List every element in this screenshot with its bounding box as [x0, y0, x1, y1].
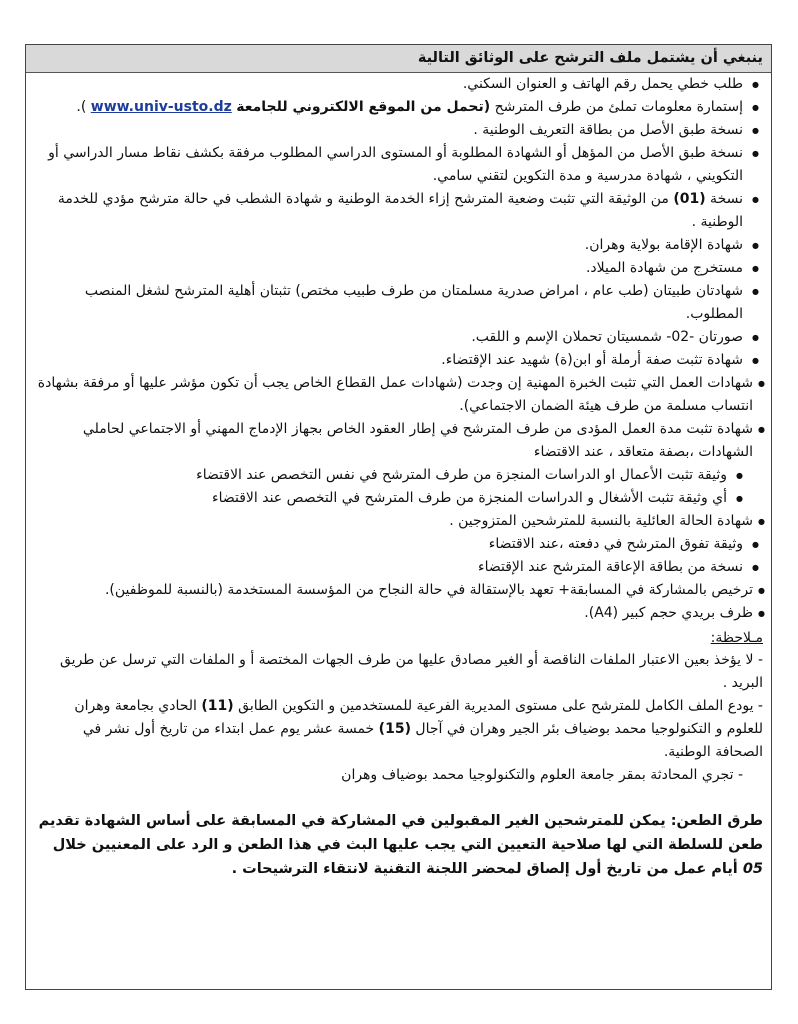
list-item: ● شهادة الحالة العائلية بالنسبة للمترشحين المتزوجين . [26, 510, 771, 533]
list-item: ● طلب خطي يحمل رقم الهاتف و العنوان السكني. [26, 73, 771, 96]
list-item: ● أي وثيقة تثبت الأشغال و الدراسات المنجزة من طرف المترشح في التخصص عند الاقتضاء [26, 487, 771, 510]
appeal-paragraph: طرق الطعن: يمكن للمترشحين الغير المقبولين في المشاركة في المسابقة على أساس الشهادة تقديم طعن للسلطة التي لها صلاحية التعيين التي يجب عليها البث في هذا الطعن و الرد على المعنيين خلال 05 أيام عمل من تاريخ أول إلصاق لمحضر اللجنة التقنية لانتقاء الترشيحات . [38, 813, 763, 877]
list-item: ● شهادة تثبت صفة أرملة أو ابن(ة) شهيد عند الإقتضاء. [26, 349, 771, 372]
list-item: ● مستخرج من شهادة الميلاد. [26, 257, 771, 280]
list-item: ● صورتان -02- شمسيتان تحملان الإسم و اللقب. [26, 326, 771, 349]
list-item: ● شهادة تثبت مدة العمل المؤدى من طرف المترشح في إطار العقود الخاص بجهاز الإدماج المهني أو الاجتماعي لحاملي الشهادات ،بصفة متعاقد ، عند الاقتضاء [26, 418, 771, 464]
document-frame [25, 44, 772, 990]
list-item: ● ظرف بريدي حجم كبير (A4). [26, 602, 771, 625]
section-header: ينبغي أن يشتمل ملف الترشح على الوثائق التالية [26, 45, 771, 73]
appeal-label: طرق الطعن: [670, 813, 763, 829]
list-item: ● نسخة طبق الأصل من المؤهل أو الشهادة المطلوبة أو المستوى الدراسي المطلوب مرفقة بكشف نقاط مسار الدراسي أو التكويني ، شهادة مدرسية و مدة التكوين لتقني سامي. [26, 142, 771, 188]
list-item: ● نسخة من بطاقة الإعاقة المترشح عند الإقتضاء [26, 556, 771, 579]
list-item: ● شهادتان طبيتان (طب عام ، امراض صدرية مسلمتان من طرف طبيب مختص) تثبتان أهلية المترشح لشغل المنصب المطلوب. [26, 280, 771, 326]
list-item: ● ترخيص بالمشاركة في المسابقة+ تعهد بالإستقالة في حالة النجاح من المؤسسة المستخدمة (بالنسبة للموظفين). [26, 579, 771, 602]
list-item: ● نسخة طبق الأصل من بطاقة التعريف الوطنية . [26, 119, 771, 142]
list-item: ● شهادات العمل التي تثبت الخبرة المهنية إن وجدت (شهادات عمل القطاع الخاص يجب أن تكون مؤشر عليها أو مرفقة بشهادة انتساب مسلمة من طرف هيئة الضمان الاجتماعي). [26, 372, 771, 418]
list-item: ● إستمارة معلومات تملئ من طرف المترشح (تحمل من الموقع الالكتروني للجامعة www.univ-usto.dz ). [26, 96, 771, 119]
note-paragraph: - لا يؤخذ بعين الاعتبار الملفات الناقصة أو الغير مصادق عليها من طرف الجهات المختصة أ و الملفات التي ترسل عن طريق البريد . [60, 652, 763, 691]
list-item: ● نسخة (01) من الوثيقة التي تثبت وضعية المترشح إزاء الخدمة الوطنية و شهادة الشطب في حالة مترشح مؤدي للخدمة الوطنية . [26, 188, 771, 234]
list-item: ● وثيقة تفوق المترشح في دفعته ،عند الاقتضاء [26, 533, 771, 556]
documents-list [26, 73, 771, 625]
list-item: ● وثيقة تثبت الأعمال او الدراسات المنجزة من طرف المترشح في نفس التخصص عند الاقتضاء [26, 464, 771, 487]
university-website-link[interactable]: www.univ-usto.dz [90, 99, 232, 115]
note-title: مـلاحظة: [710, 630, 763, 646]
note-paragraph: - تجري المحادثة بمقر جامعة العلوم والتكنولوجيا محمد بوضياف وهران [341, 767, 743, 783]
note-paragraph: - يودع الملف الكامل للمترشح على مستوى المديرية الفرعية للمستخدمين و التكوين الطابق (11) الحادي بجامعة وهران للعلوم و التكنولوجيا محمد بوضياف بئر الجير وهران في آجال (15) خمسة عشر يوم عمل ابتداء من تاريخ أول نشر في الصحافة الوطنية. [74, 698, 763, 760]
list-item: ● شهادة الإقامة بولاية وهران. [26, 234, 771, 257]
